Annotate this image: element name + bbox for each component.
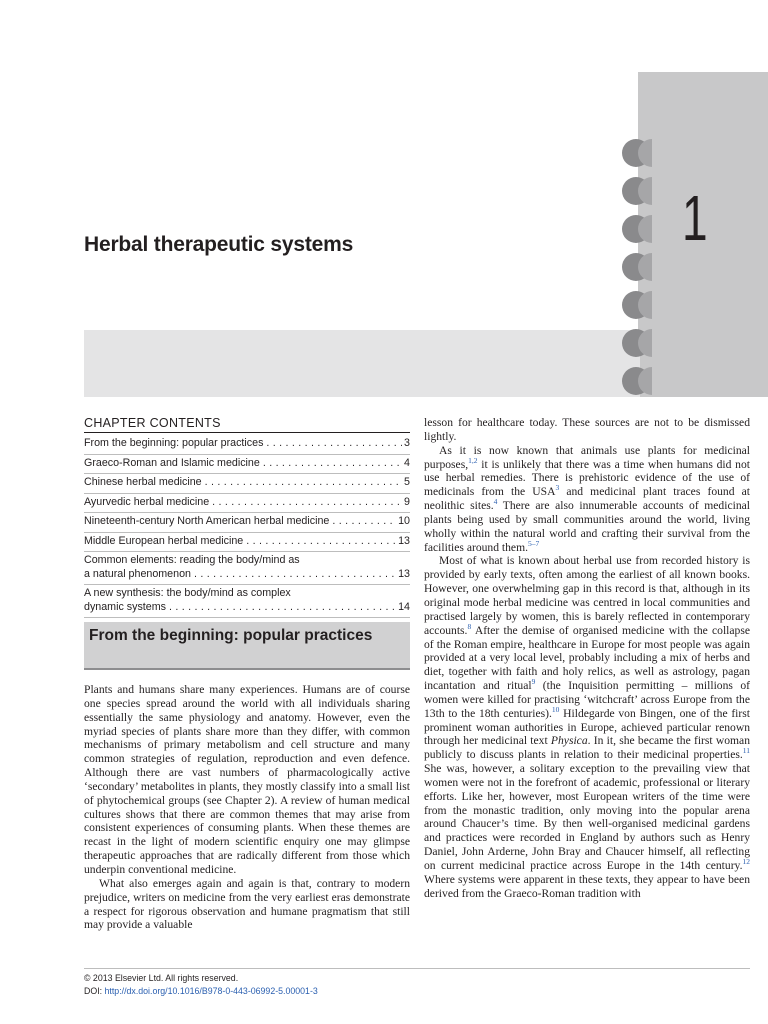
page-footer [84, 972, 318, 997]
citation-link[interactable]: 11 [742, 746, 750, 756]
copyright-notice: © 2013 Elsevier Ltd. All rights reserved. [84, 973, 239, 983]
section-heading: From the beginning: popular practices [84, 622, 410, 670]
toc-entry[interactable] [84, 474, 410, 494]
toc-entry[interactable] [84, 494, 410, 514]
toc-entry-page: 10 [398, 515, 410, 527]
doi-line [84, 985, 318, 998]
chapter-contents-heading: CHAPTER CONTENTS [84, 416, 221, 430]
citation-link[interactable]: 1,2 [468, 455, 478, 465]
toc-entry[interactable] [84, 533, 410, 553]
binder-ring-decoration [622, 253, 652, 281]
toc-entry-title: Middle European herbal medicine [84, 534, 244, 547]
toc-entry-title-continued: a natural phenomenon [84, 567, 191, 580]
binder-ring-decoration [622, 139, 652, 167]
citation-link[interactable]: 9 [531, 677, 536, 687]
toc-entry-title: A new synthesis: the body/mind as complex [84, 587, 291, 599]
toc-entry-page: 9 [404, 495, 410, 508]
toc-entry-title: Graeco-Roman and Islamic medicine [84, 456, 260, 469]
citation-link[interactable]: 12 [742, 857, 750, 867]
chapter-number: 1 [682, 182, 708, 254]
citation-link[interactable]: 10 [551, 704, 560, 714]
citation-link[interactable]: 5–7 [528, 538, 540, 548]
chapter-title: Herbal therapeutic systems [84, 233, 354, 256]
citation-link[interactable]: 8 [467, 621, 472, 631]
toc-entry-page: 14 [398, 600, 410, 613]
toc-entry-title: Common elements: reading the body/mind as [84, 554, 300, 566]
body-paragraph: What also emerges again and again is that, contrary to modern prejudice, writers on medicine from the very earliest eras demonstrate a respect for rigorous observation and humane pragmatism that still may provide a valuable [84, 876, 410, 932]
toc-entry-page: 4 [404, 456, 410, 469]
toc-entry[interactable] [84, 513, 410, 533]
toc-entry-page: 13 [398, 534, 410, 547]
contents-divider [84, 432, 410, 433]
chapter-contents-list [84, 435, 410, 618]
body-column-right [424, 416, 750, 901]
body-paragraph: As it is now known that animals use plants for medicinal purposes,$^{1,2}$ it is unlikely that there was a time when humans did not use herbal remedies. There is prehistoric evidence of the use of medicinals from the USA$^3$ and medicinal plant traces found at neolithic sites.$^4$ There are also innumerable accounts of medicinal plants being used by small communities around the world, living wholly within the natural world and crafting their survival from the facilities around them.$^{5-7}$ [424, 443, 750, 554]
body-paragraph: Plants and humans share many experiences. Humans are of course one species spread around the world with all individuals sharing essentially the same physiology and anatomy. However, even the myriad species of plants share more than they differ, with common mechanisms of primary metabolism and cell structure and many common strategies of regulation, reproduction and even defence. Although there are vast numbers of pharmacologically active ‘secondary’ metabolites in plants, they mostly classify into a small list of phytochemical groups (see Chapter 2). A review of human medical cultures shows that there are common themes that may arise from consistent experiences of consuming plants. When these themes are recast in the light of modern scientific enquiry one may glimpse therapeutic approaches that are radically different from those which underpin conventional medicine. [84, 683, 410, 876]
binder-ring-decoration [622, 215, 652, 243]
footer-divider [84, 968, 750, 969]
doi-link[interactable]: http://dx.doi.org/10.1016/B978-0-443-06992-5.00001-3 [104, 985, 318, 996]
toc-entry-title: Ayurvedic herbal medicine [84, 495, 210, 508]
toc-entry[interactable] [84, 435, 410, 455]
toc-entry-title: From the beginning: popular practices [84, 437, 264, 449]
binder-ring-decoration [622, 177, 652, 205]
toc-entry-title-continued: dynamic systems [84, 600, 166, 613]
title-band-background [84, 330, 640, 397]
doi-label: DOI: [84, 985, 105, 996]
toc-entry-title: Chinese herbal medicine [84, 476, 202, 488]
binder-ring-decoration [622, 367, 652, 395]
citation-link[interactable]: 3 [555, 483, 560, 493]
book-title: Physica [550, 734, 588, 748]
toc-entry-page: 13 [398, 567, 410, 580]
toc-entry[interactable] [84, 455, 410, 475]
body-paragraph: Most of what is known about herbal use from recorded history is provided by early texts, often among the earliest of all known books. However, one overwhelming gap in this record is that, although in its original mode herbal medicine was centred in local communities and practised largely by women, this is barely reflected in contemporary accounts.$^8$ After the demise of organised medicine with the collapse of the Roman empire, healthcare in Europe for most people was again provided at a very local level, probably including a mix of herbs and diet, together with faith and holy relics, as well as astrology, pagan incantation and ritual$^9$ (the Inquisition permitting – millions of women were killed for practising ‘witchcraft’ across Europe from the 13th to the 18th centuries).$^{10}$ Hildegarde von Bingen, one of the first prominent woman authorities in Europe, achieved particular renown through her medicinal text Physica. In it, she became the first woman publicly to discuss plants in relation to their medicinal properties.$^{11}$ She was, however, a solitary exception to the prevailing view that women were not in the forefront of academic, professional or literary efforts. Like her, however, most European writers of the time were from the monastic tradition, only moving into the popular arena around Chaucer’s time. By then well-organised medicinal gardens and practices were recorded in England by authors such as Henry Daniel, John Arderne, John Bray and Chaucer himself, all reflecting on current medicinal practice across Europe in the 14th century.$^{12}$ Where systems were apparent in these texts, they appear to have been derived from the Graeco-Roman tradition with [424, 554, 750, 900]
toc-entry[interactable] [84, 552, 410, 585]
toc-entry-page: 5 [404, 476, 410, 488]
binder-ring-decoration [622, 291, 652, 319]
body-column-left [84, 683, 410, 932]
toc-entry[interactable] [84, 585, 410, 618]
body-paragraph: lesson for healthcare today. These sources are not to be dismissed lightly. [424, 416, 750, 443]
toc-entry-page: 3 [404, 437, 410, 449]
citation-link[interactable]: 4 [493, 497, 498, 507]
toc-entry-title: Nineteenth-century North American herbal medicine [84, 515, 330, 527]
binder-ring-decoration [622, 329, 652, 357]
